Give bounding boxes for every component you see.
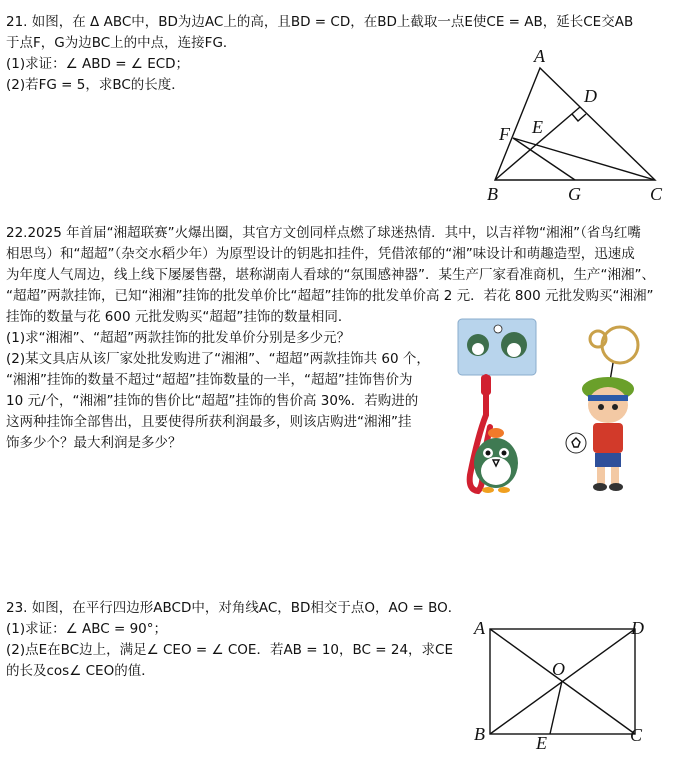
q23-text [6,598,461,682]
q23-rectangle-figure [470,615,660,755]
q23-line: 的长及cos∠ CEO的值． [6,663,155,679]
key-ring [602,327,638,363]
point-label-e: E [532,117,543,137]
point-label-c: C [630,725,643,745]
keychain-mascot-image [448,315,673,500]
q21-part1: (1)求证：∠ ABD = ∠ ECD； [6,56,190,72]
point-label-e: E [536,733,547,753]
q21-line: 于点F，G为边BC上的中点，连接FG． [6,35,237,51]
q21-part2: (2)若FG = 5，求BC的长度． [6,77,185,93]
point-label-c: C [650,184,663,204]
point-label-a: A [534,46,545,66]
q22-line: 10 元/个，“湘湘”挂饰的售价比“超超”挂饰的售价高 30%．若购进的 [6,393,419,409]
q23-part1: (1)求证：∠ ABC = 90°； [6,621,168,637]
soccer-ball-icon [566,433,586,453]
q22-line: “湘湘”挂饰的数量不超过“超超”挂饰数量的一半，“超超”挂饰售价为 [6,372,413,388]
segment-fg [513,138,575,180]
q22-line: 22.2025 年首届“湘超联赛”火爆出圈，其官方文创同样点燃了球迷热情．其中，以吉祥物“湘湘”（省鸟红嘴 [6,225,641,241]
q22-line: 饰多少个？最大利润是多少？ [6,435,182,451]
q22-part2: (2)某文具店从该厂家处批发购进了“湘湘”、“超超”两款挂饰共 60 个， [6,351,430,367]
boy-mascot-head [588,387,628,423]
q22-line: 相思鸟）和“超超”（杂交水稻少年）为原型设计的钥匙扣挂件，凭借浓郁的“湘”味设计和萌趣造型，迅速成 [6,246,635,262]
q23-line: 23. 如图，在平行四边形ABCD中，对角线AC，BD相交于点O，AO = BO． [6,600,462,616]
q21-line: 21. 如图，在 Δ ABC中，BD为边AC上的高，且BD = CD，在BD上截取一点E使CE = AB，延长CE交AB [6,14,634,30]
q22-line: 这两种挂饰全部售出，且要使得所获利润最多，则该店购进“湘湘”挂 [6,414,412,430]
point-label-b: B [474,724,485,744]
right-angle-mark [572,114,586,121]
q23-part2: (2)点E在BC边上，满足∠ CEO = ∠ COE．若AB = 10，BC = 24，求CE [6,642,453,658]
boy-jersey [593,423,623,453]
point-label-g: G [568,184,581,204]
q22-line: 为年度人气周边，线上线下屡屡售罄，堪称湖南人看球的“氛围感神器”．某生产厂家看准商机，生产“湘湘”、 [6,267,655,283]
point-label-o: O [552,659,565,679]
point-label-b: B [487,184,498,204]
q22-part1: (1)求“湘湘”、“超超”两款挂饰的批发单价分别是多少元？ [6,330,351,346]
point-label-d: D [584,86,597,106]
point-label-f: F [499,124,510,144]
point-label-d: D [631,618,644,638]
q21-triangle-figure [485,40,673,212]
q22-line: 挂饰的数量与花 600 元批发购买“超超”挂饰的数量相同． [6,309,352,325]
point-label-a: A [474,618,485,638]
triangle-abc [495,68,655,180]
q22-line: “超超”两款挂饰，已知“湘湘”挂饰的批发单价比“超超”挂饰的批发单价高 2 元．若花 800 元批发购买“湘湘” [6,288,654,304]
